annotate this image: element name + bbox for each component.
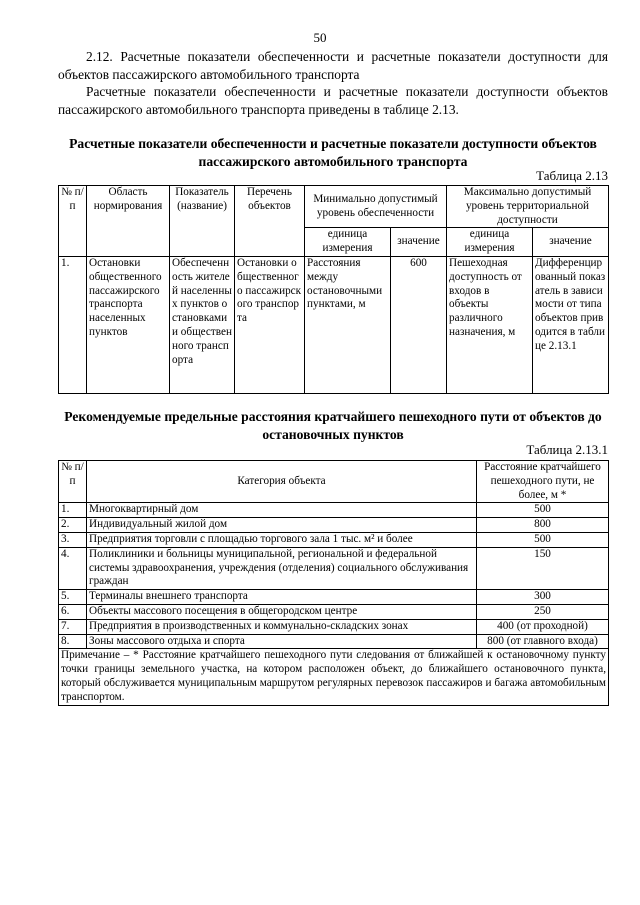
table-row (59, 634, 609, 649)
table-row (59, 503, 609, 518)
row-objects: Остановки общественного пассажирского транспорта (235, 256, 305, 393)
row-category: Терминалы внешнего транспорта (87, 590, 477, 605)
header-min-level: Минимально допустимый уровень обеспеченности (305, 186, 447, 228)
row-num: 8. (59, 634, 87, 649)
row-indicator: Обеспеченность жителей населенных пунктов остановками и общественного транспорта (170, 256, 235, 393)
row-distance: 250 (477, 604, 609, 619)
row-distance: 150 (477, 547, 609, 589)
table-row (59, 532, 609, 547)
header-max-unit: единица измерения (447, 228, 533, 257)
table1-header-row (59, 186, 609, 228)
row-category: Объекты массового посещения в общегородском центре (87, 604, 477, 619)
row-max-value: Дифференцированный показатель в зависимости от типа объектов приводится в таблице 2.13.1 (533, 256, 609, 393)
table1-label: Таблица 2.13 (536, 168, 608, 183)
row-category: Предприятия в производственных и коммунально-складских зонах (87, 619, 477, 634)
row-num: 5. (59, 590, 87, 605)
table-row (59, 518, 609, 533)
table-row (59, 604, 609, 619)
table2-header-row (59, 461, 609, 503)
row-distance: 500 (477, 503, 609, 518)
intro-paragraph-1: 2.12. Расчетные показатели обеспеченности и расчетные показатели доступности для объектов пассажирского автомобильного транспорта (58, 49, 608, 82)
row-category: Индивидуальный жилой дом (87, 518, 477, 533)
intro-paragraph-2: Расчетные показатели обеспеченности и расчетные показатели доступности объектов пассажирского автомобильного транспорта приведены в таблице 2.13. (58, 84, 608, 117)
row-category: Многоквартирный дом (87, 503, 477, 518)
row-distance: 400 (от проходной) (477, 619, 609, 634)
row-category: Зоны массового отдыха и спорта (87, 634, 477, 649)
page-number: 50 (313, 30, 327, 45)
table-note: Примечание – * Расстояние кратчайшего пешеходного пути следования от ближайшей к остановочному пункту точки границы земельного участка, на котором расположен объект, до ближайшего остановочного пункта, который обслуживается муниципальным маршрутом регулярных перевозок пассажиров и багажа автомобильным транспортом. (59, 649, 609, 705)
row-min-unit: Расстояния между остановочными пунктами, м (305, 256, 391, 393)
row-category: Поликлиники и больницы муниципальной, региональной и федеральной системы здравоохранения, учреждения (отделения) социального обслуживания граждан (87, 547, 477, 589)
table-row (59, 547, 609, 589)
distance-table (58, 460, 609, 706)
row-num: 7. (59, 619, 87, 634)
header-objects: Перечень объектов (235, 186, 305, 257)
row-num: 3. (59, 532, 87, 547)
provision-table (58, 185, 609, 394)
header-min-unit: единица измерения (305, 228, 391, 257)
header-num: № п/п (59, 461, 87, 503)
row-distance: 800 (от главного входа) (477, 634, 609, 649)
header-category: Категория объекта (87, 461, 477, 503)
table-row (59, 590, 609, 605)
header-max-level: Максимально допустимый уровень территориальной доступности (447, 186, 609, 228)
row-distance: 500 (477, 532, 609, 547)
header-area: Область нормирования (87, 186, 170, 257)
table-row (59, 256, 609, 393)
header-min-value: значение (391, 228, 447, 257)
row-distance: 300 (477, 590, 609, 605)
row-num: 4. (59, 547, 87, 589)
row-num: 6. (59, 604, 87, 619)
header-indicator: Показатель (название) (170, 186, 235, 257)
table2-heading: Рекомендуемые предельные расстояния кратчайшего пешеходного пути от объектов до остановочных пунктов (64, 409, 602, 442)
row-area: Остановки общественного пассажирского транспорта населенных пунктов (87, 256, 170, 393)
row-num: 1. (59, 256, 87, 393)
row-distance: 800 (477, 518, 609, 533)
header-num: № п/п (59, 186, 87, 257)
header-max-value: значение (533, 228, 609, 257)
table-row (59, 619, 609, 634)
table2-note-row (59, 649, 609, 705)
row-category: Предприятия торговли с площадью торгового зала 1 тыс. м² и более (87, 532, 477, 547)
header-distance: Расстояние кратчайшего пешеходного пути, не более, м * (477, 461, 609, 503)
intro-section (58, 48, 608, 118)
table1-heading: Расчетные показатели обеспеченности и расчетные показатели доступности объектов пассажирского автомобильного транспорта (69, 136, 597, 169)
row-max-unit: Пешеходная доступность от входов в объекты различного назначения, м (447, 256, 533, 393)
row-num: 2. (59, 518, 87, 533)
table2-label: Таблица 2.13.1 (526, 442, 608, 457)
row-min-value: 600 (391, 256, 447, 393)
row-num: 1. (59, 503, 87, 518)
